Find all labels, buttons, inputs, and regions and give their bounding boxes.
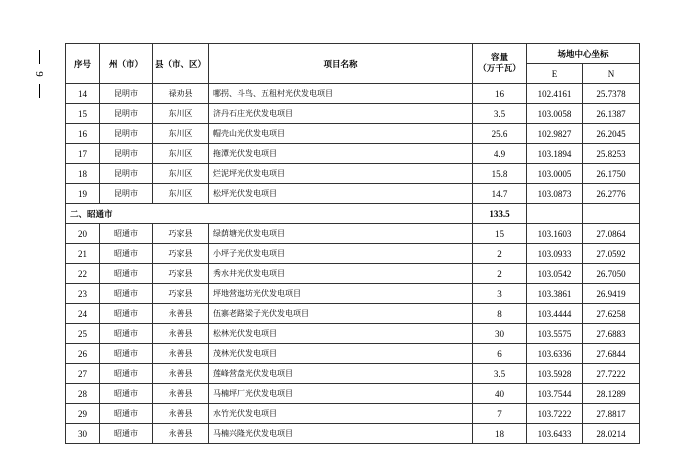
cell-county: 东川区 [153,144,209,164]
cell-project-name: 茂林光伏发电项目 [209,344,473,364]
section-body [66,204,640,224]
cell-project-name: 济丹石庄光伏发电项目 [209,104,473,124]
cell-project-name: 帽壳山光伏发电项目 [209,124,473,144]
cell-longitude: 103.4444 [527,304,583,324]
cell-capacity: 6 [473,344,527,364]
cell-latitude: 27.0592 [583,244,640,264]
cell-county: 巧家县 [153,244,209,264]
cell-latitude: 26.9419 [583,284,640,304]
cell-longitude: 103.7222 [527,404,583,424]
cell-longitude: 103.0933 [527,244,583,264]
table-body-before [66,84,640,204]
table-row [66,304,640,324]
cell-county: 永善县 [153,344,209,364]
cell-seq: 14 [66,84,100,104]
section-label: 二、昭通市 [66,204,473,224]
table-row [66,324,640,344]
cell-prefecture: 昭通市 [100,364,153,384]
cell-capacity: 3.5 [473,104,527,124]
cell-capacity: 3.5 [473,364,527,384]
cell-seq: 19 [66,184,100,204]
cell-longitude: 103.3861 [527,284,583,304]
cell-prefecture: 昭通市 [100,284,153,304]
table-row [66,104,640,124]
table-row [66,164,640,184]
table-row [66,244,640,264]
cell-project-name: 马楠坪厂光伏发电项目 [209,384,473,404]
cell-project-name: 伍寨老路梁子光伏发电项目 [209,304,473,324]
cell-county: 东川区 [153,124,209,144]
cell-capacity: 14.7 [473,184,527,204]
header-n: N [583,64,640,84]
cell-county: 东川区 [153,104,209,124]
page-number-dash-bottom [39,84,40,98]
header-capacity-line2: （万千瓦） [478,63,521,74]
cell-capacity: 15 [473,224,527,244]
table-row [66,224,640,244]
cell-longitude: 103.1894 [527,144,583,164]
table-row [66,364,640,384]
table-row [66,184,640,204]
table-row [66,84,640,104]
cell-capacity: 40 [473,384,527,404]
cell-prefecture: 昭通市 [100,304,153,324]
cell-latitude: 27.8817 [583,404,640,424]
cell-longitude: 103.0058 [527,104,583,124]
section-capacity: 133.5 [473,204,527,224]
cell-longitude: 103.7544 [527,384,583,404]
cell-county: 巧家县 [153,264,209,284]
cell-prefecture: 昭通市 [100,264,153,284]
cell-prefecture: 昭通市 [100,384,153,404]
cell-latitude: 26.1750 [583,164,640,184]
cell-seq: 17 [66,144,100,164]
page-number-text: 9 [33,71,45,77]
cell-prefecture: 昭通市 [100,404,153,424]
cell-prefecture: 昆明市 [100,104,153,124]
page-number [33,50,45,100]
cell-prefecture: 昆明市 [100,144,153,164]
cell-project-name: 松坪光伏发电项目 [209,184,473,204]
cell-county: 永善县 [153,384,209,404]
cell-latitude: 27.0864 [583,224,640,244]
cell-prefecture: 昭通市 [100,224,153,244]
cell-capacity: 3 [473,284,527,304]
cell-county: 永善县 [153,304,209,324]
cell-longitude: 103.6433 [527,424,583,444]
cell-seq: 25 [66,324,100,344]
cell-longitude: 103.0873 [527,184,583,204]
header-coord: 场地中心坐标 [527,44,640,64]
cell-longitude: 103.5928 [527,364,583,384]
cell-longitude: 102.9827 [527,124,583,144]
cell-prefecture: 昆明市 [100,184,153,204]
cell-longitude: 103.0542 [527,264,583,284]
cell-prefecture: 昭通市 [100,344,153,364]
header-project: 项目名称 [209,44,473,84]
cell-project-name: 水竹光伏发电项目 [209,404,473,424]
cell-project-name: 马楠兴隆光伏发电项目 [209,424,473,444]
table-row [66,384,640,404]
table-body-after [66,224,640,444]
table-row [66,124,640,144]
cell-latitude: 27.6258 [583,304,640,324]
cell-latitude: 27.7222 [583,364,640,384]
cell-county: 永善县 [153,424,209,444]
cell-capacity: 2 [473,244,527,264]
cell-capacity: 2 [473,264,527,284]
cell-seq: 24 [66,304,100,324]
cell-capacity: 4.9 [473,144,527,164]
cell-project-name: 拖潭光伏发电项目 [209,144,473,164]
cell-latitude: 28.0214 [583,424,640,444]
cell-prefecture: 昭通市 [100,424,153,444]
cell-capacity: 16 [473,84,527,104]
cell-county: 永善县 [153,324,209,344]
cell-capacity: 8 [473,304,527,324]
cell-county: 东川区 [153,164,209,184]
cell-project-name: 坪地营迤坊光伏发电项目 [209,284,473,304]
cell-prefecture: 昆明市 [100,84,153,104]
cell-longitude: 103.1603 [527,224,583,244]
cell-project-name: 松林光伏发电项目 [209,324,473,344]
cell-seq: 26 [66,344,100,364]
cell-capacity: 15.8 [473,164,527,184]
cell-latitude: 26.2776 [583,184,640,204]
cell-latitude: 26.7050 [583,264,640,284]
cell-project-name: 绿荫塘光伏发电项目 [209,224,473,244]
cell-latitude: 25.7378 [583,84,640,104]
section-n [583,204,640,224]
cell-county: 东川区 [153,184,209,204]
cell-seq: 18 [66,164,100,184]
table-row [66,344,640,364]
cell-latitude: 28.1289 [583,384,640,404]
cell-seq: 27 [66,364,100,384]
cell-prefecture: 昆明市 [100,124,153,144]
cell-latitude: 26.1387 [583,104,640,124]
header-capacity [473,44,527,84]
project-table [65,43,640,444]
cell-capacity: 25.6 [473,124,527,144]
cell-project-name: 秀水井光伏发电项目 [209,264,473,284]
section-row [66,204,640,224]
cell-county: 巧家县 [153,224,209,244]
cell-longitude: 103.6336 [527,344,583,364]
cell-seq: 28 [66,384,100,404]
cell-latitude: 27.6883 [583,324,640,344]
cell-project-name: 烂泥坪光伏发电项目 [209,164,473,184]
cell-capacity: 30 [473,324,527,344]
cell-project-name: 哪拐、斗鸟、五租村光伏发电项目 [209,84,473,104]
cell-seq: 20 [66,224,100,244]
header-prefecture: 州（市） [100,44,153,84]
cell-prefecture: 昭通市 [100,244,153,264]
table-row [66,284,640,304]
page-number-dash-top [39,50,40,64]
cell-county: 永善县 [153,404,209,424]
header-e: E [527,64,583,84]
cell-county: 永善县 [153,364,209,384]
cell-longitude: 103.5575 [527,324,583,344]
header-row-1 [66,44,640,64]
cell-seq: 30 [66,424,100,444]
cell-county: 禄劝县 [153,84,209,104]
cell-seq: 15 [66,104,100,124]
header-capacity-line1: 容量 [490,52,508,63]
header-seq: 序号 [66,44,100,84]
cell-prefecture: 昭通市 [100,324,153,344]
cell-longitude: 102.4161 [527,84,583,104]
cell-prefecture: 昆明市 [100,164,153,184]
cell-latitude: 26.2045 [583,124,640,144]
cell-seq: 22 [66,264,100,284]
section-e [527,204,583,224]
cell-latitude: 27.6844 [583,344,640,364]
cell-latitude: 25.8253 [583,144,640,164]
cell-longitude: 103.0005 [527,164,583,184]
table-row [66,424,640,444]
cell-capacity: 18 [473,424,527,444]
cell-capacity: 7 [473,404,527,424]
header-county: 县（市、区） [153,44,209,84]
table-row [66,264,640,284]
cell-seq: 16 [66,124,100,144]
table-row [66,404,640,424]
cell-seq: 23 [66,284,100,304]
table-row [66,144,640,164]
cell-project-name: 小坪子光伏发电项目 [209,244,473,264]
cell-county: 巧家县 [153,284,209,304]
cell-project-name: 莲峰营盘光伏发电项目 [209,364,473,384]
cell-seq: 21 [66,244,100,264]
cell-seq: 29 [66,404,100,424]
